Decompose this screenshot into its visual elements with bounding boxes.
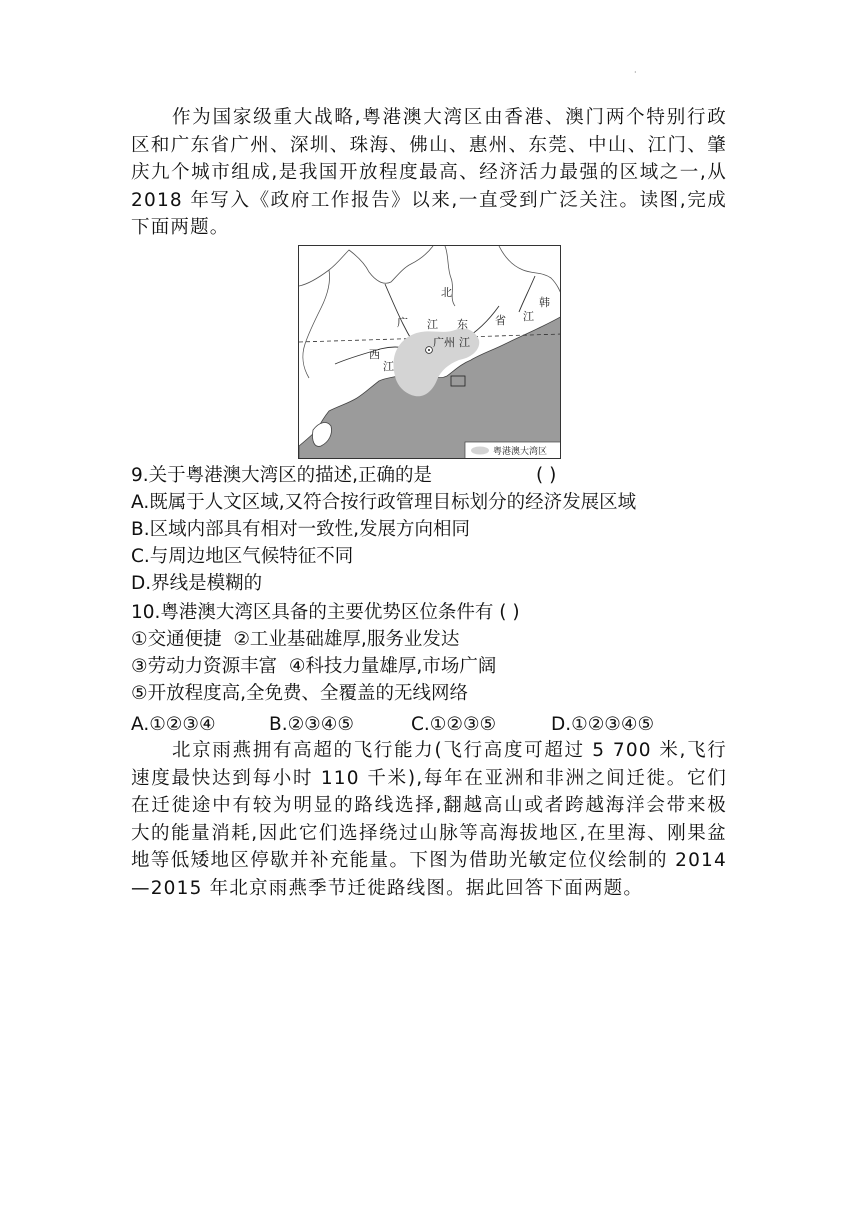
map-label-guangzhou: 广州	[433, 336, 455, 349]
boundary-east	[499, 246, 561, 298]
gba-map-svg	[299, 246, 561, 459]
map-label-jiang-right: 江	[523, 310, 534, 323]
q9-bracket: ( )	[536, 465, 557, 486]
q9-option-b: B.区域内部具有相对一致性,发展方向相同	[131, 519, 470, 540]
q9-option-d: D.界线是模糊的	[131, 573, 263, 594]
legend-label: 粤港澳大湾区	[493, 447, 548, 457]
passage-swift: 北京雨燕拥有高超的飞行能力(飞行高度可超过 5 700 米,飞行速度最快达到每小时 110 千米),每年在亚洲和非洲之间迁徙。它们在迁徙途中有较为明显的路线选择,翻越高山或者跨越海洋会带来极大的能量消耗,因此它们选择绕过山脉等高海拔地区,在里海、刚果盆地等低矮地区停歇并补充能量。下图为借助光敏定位仪绘制的 2014—2015 年北京雨燕季节迁徙路线图。据此回答下面两题。	[131, 740, 727, 899]
gba-map	[298, 245, 561, 459]
q10-stem: 10.粤港澳大湾区具备的主要优势区位条件有 ( )	[131, 602, 520, 623]
map-label-guang: 广	[397, 316, 408, 329]
q9-option-a: A.既属于人文区域,又符合按行政管理目标划分的经济发展区域	[131, 492, 637, 513]
passage-intro: 作为国家级重大战略,粤港澳大湾区由香港、澳门两个特别行政区和广东省广州、深圳、珠海、佛山、惠州、东莞、中山、江门、肇庆九个城市组成,是我国开放程度最高、经济活力最强的区域之一,从 2018 年写入《政府工作报告》以来,一直受到广泛关注。读图,完成下面两题。	[131, 107, 727, 238]
q9-stem: 9.关于粤港澳大湾区的描述,正确的是	[131, 465, 433, 486]
map-label-jiang-xi: 江	[383, 360, 394, 373]
map-label-han: 韩	[539, 296, 550, 309]
q10-choice-d: D.①②③④⑤	[551, 714, 655, 735]
map-label-dong: 东	[457, 318, 468, 331]
q10-choice-a: A.①②③④	[131, 714, 216, 735]
q9-option-c: C.与周边地区气候特征不同	[131, 546, 354, 567]
q10-item-line-1: ①交通便捷 ②工业基础雄厚,服务业发达	[131, 629, 460, 650]
hanjiang-river	[519, 276, 535, 312]
q10-item-line-3: ⑤开放程度高,全免费、全覆盖的无线网络	[131, 683, 468, 704]
map-label-xi: 西	[369, 348, 380, 361]
boundary-north	[299, 246, 433, 286]
map-label-jiang-left: 江	[427, 318, 438, 331]
q10-item-line-2: ③劳动力资源丰富 ④科技力量雄厚,市场广阔	[131, 656, 497, 677]
boundary-west	[303, 270, 330, 378]
corner-mark: ·	[634, 68, 637, 77]
guangzhou-dot	[428, 349, 430, 351]
legend-swatch	[471, 447, 489, 455]
q10-choice-b: B.②③④⑤	[269, 714, 354, 735]
map-label-sheng: 省	[495, 314, 506, 327]
q10-choice-c: C.①②③⑤	[411, 714, 497, 735]
map-label-jiang-gz: 江	[459, 336, 470, 349]
map-label-bei: 北	[441, 286, 452, 299]
